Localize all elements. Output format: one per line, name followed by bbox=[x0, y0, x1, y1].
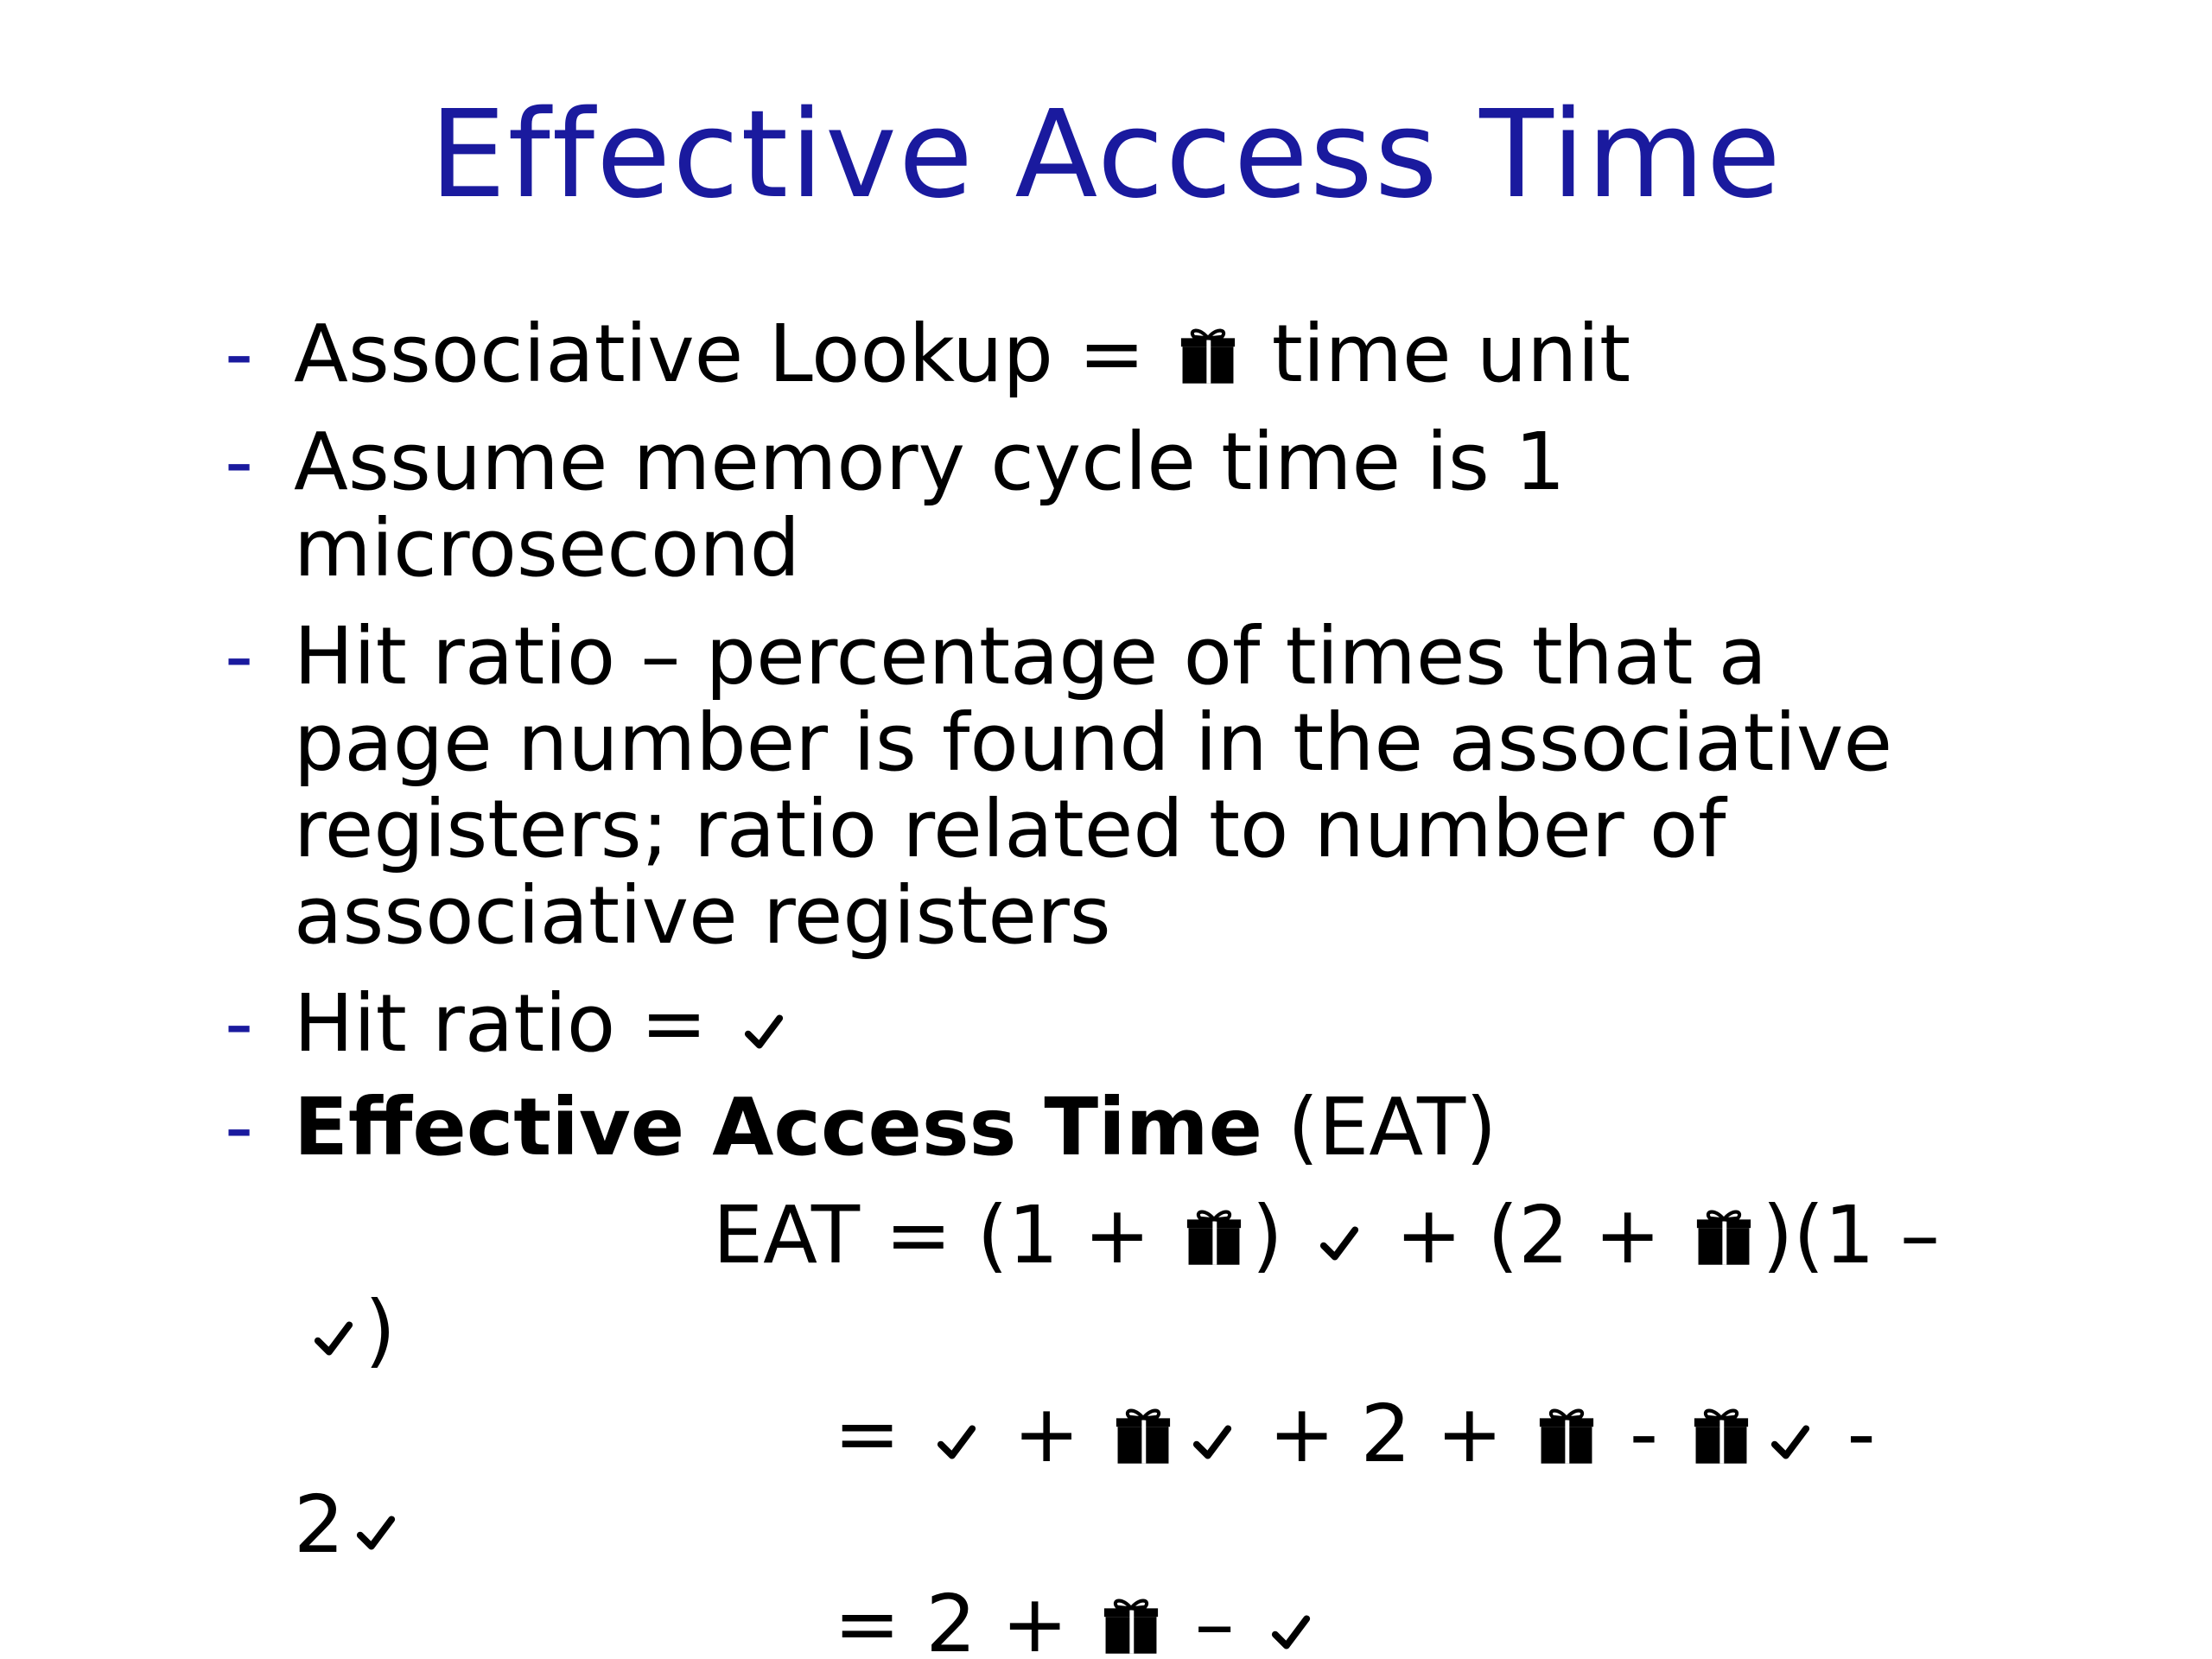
gift-icon bbox=[1102, 1594, 1160, 1656]
eat-abbreviation: (EAT) bbox=[1262, 1081, 1497, 1173]
eq-part: + bbox=[988, 1388, 1105, 1480]
eq-part: 2 bbox=[294, 1478, 345, 1571]
bullet-text: registers; ratio related to number of bbox=[294, 783, 1726, 875]
bullet-associative-lookup bbox=[294, 308, 1631, 400]
bullet-text: Hit ratio = bbox=[294, 977, 733, 1070]
check-icon bbox=[1768, 1420, 1813, 1465]
equation-eat-continued bbox=[302, 1284, 396, 1376]
eq-part: ) bbox=[365, 1284, 396, 1376]
gift-icon bbox=[1537, 1404, 1596, 1466]
bullet-marker: - bbox=[225, 977, 254, 1070]
bullet-text: Associative Lookup = bbox=[294, 308, 1171, 400]
slide-title: Effective Access Time bbox=[429, 85, 1783, 226]
gift-icon bbox=[1114, 1404, 1173, 1466]
gift-icon bbox=[1692, 1404, 1751, 1466]
bullet-text: time unit bbox=[1246, 308, 1631, 400]
check-icon bbox=[311, 1316, 356, 1361]
bullet-marker: - bbox=[225, 416, 254, 508]
bullet-marker: - bbox=[225, 1081, 254, 1173]
bullet-marker: - bbox=[225, 610, 254, 702]
equation-eat bbox=[713, 1189, 1940, 1281]
bullet-marker: - bbox=[225, 308, 254, 400]
eat-bold-label: Effective Access Time bbox=[294, 1081, 1262, 1173]
gift-icon bbox=[1694, 1205, 1753, 1268]
check-icon bbox=[741, 1009, 786, 1054]
eq-part: + (2 + bbox=[1370, 1189, 1687, 1281]
bullet-eat bbox=[294, 1081, 1497, 1173]
check-icon bbox=[1317, 1221, 1362, 1266]
eq-part: = 2 + bbox=[834, 1578, 1094, 1659]
check-icon bbox=[1268, 1610, 1313, 1655]
eq-part: = bbox=[834, 1388, 926, 1480]
bullet-text: associative registers bbox=[294, 869, 1111, 962]
equation-expanded-continued bbox=[294, 1478, 407, 1571]
eq-part: EAT = (1 + bbox=[713, 1189, 1176, 1281]
bullet-text: page number is found in the associative bbox=[294, 696, 1893, 789]
check-icon bbox=[934, 1420, 979, 1465]
eq-part: ) bbox=[1251, 1189, 1308, 1281]
eq-part: - bbox=[1604, 1388, 1684, 1480]
eq-part: + 2 + bbox=[1243, 1388, 1529, 1480]
bullet-hit-ratio bbox=[294, 977, 795, 1070]
eq-part: - bbox=[1821, 1388, 1876, 1480]
check-icon bbox=[1190, 1420, 1235, 1465]
eq-part: – bbox=[1169, 1578, 1260, 1659]
bullet-text: Assume memory cycle time is 1 bbox=[294, 416, 1566, 508]
gift-icon bbox=[1179, 324, 1237, 386]
bullet-text: Hit ratio – percentage of times that a bbox=[294, 610, 1768, 702]
equation-expanded bbox=[834, 1388, 1876, 1480]
bullet-text: microsecond bbox=[294, 502, 800, 594]
check-icon bbox=[353, 1510, 398, 1555]
equation-simplified bbox=[834, 1578, 1322, 1659]
eq-part: )(1 – bbox=[1762, 1189, 1940, 1281]
gift-icon bbox=[1185, 1205, 1243, 1268]
